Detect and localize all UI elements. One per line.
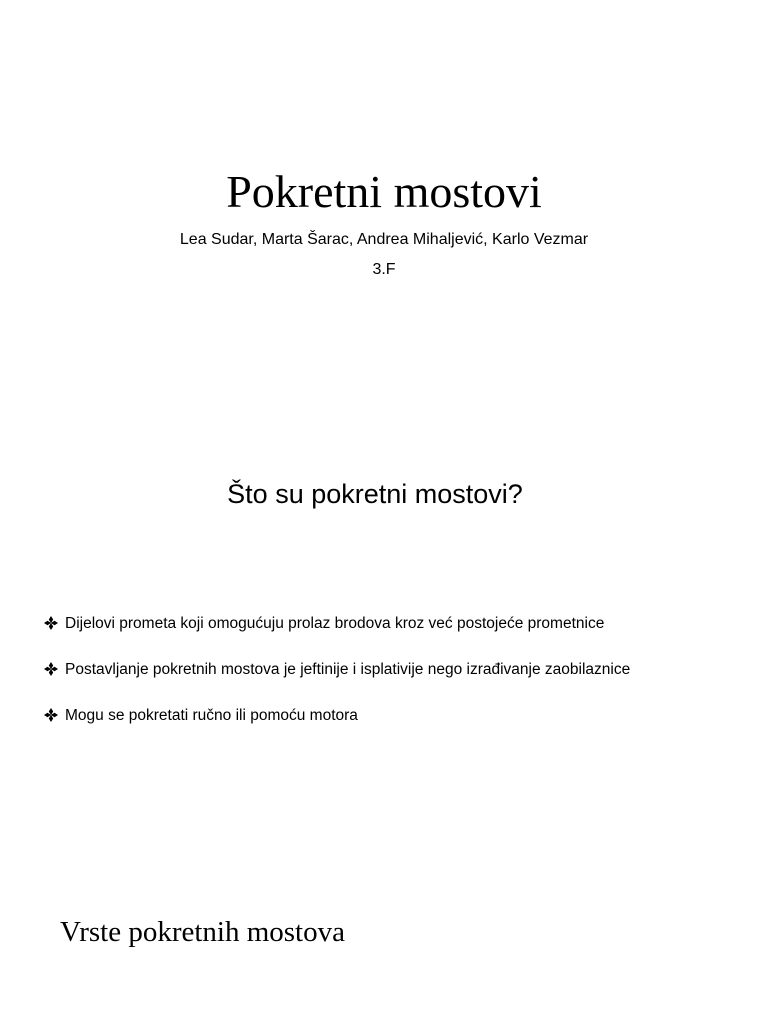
bullet-text: Postavljanje pokretnih mostova je jeftinije i isplativije nego izrađivanje zaobilaznice	[65, 661, 631, 678]
bullet-text: Mogu se pokretati ručno ili pomoću motora	[65, 707, 358, 724]
slide-title: Pokretni mostovi	[226, 166, 542, 217]
four-diamond-bullet-icon	[44, 616, 58, 630]
four-diamond-bullet-icon	[44, 662, 58, 676]
list-item	[44, 658, 630, 682]
list-item	[44, 612, 630, 636]
next-slide-heading: Vrste pokretnih mostova	[60, 916, 345, 948]
authors-line: Lea Sudar, Marta Šarac, Andrea Mihaljević, Karlo Vezmar	[179, 231, 589, 248]
class-label: 3.F	[372, 261, 396, 278]
section-heading: Što su pokretni mostovi?	[227, 479, 523, 509]
bullet-list	[44, 612, 630, 750]
bullet-text: Dijelovi prometa koji omogućuju prolaz brodova kroz već postojeće prometnice	[65, 615, 605, 632]
four-diamond-bullet-icon	[44, 708, 58, 722]
list-item	[44, 704, 630, 728]
